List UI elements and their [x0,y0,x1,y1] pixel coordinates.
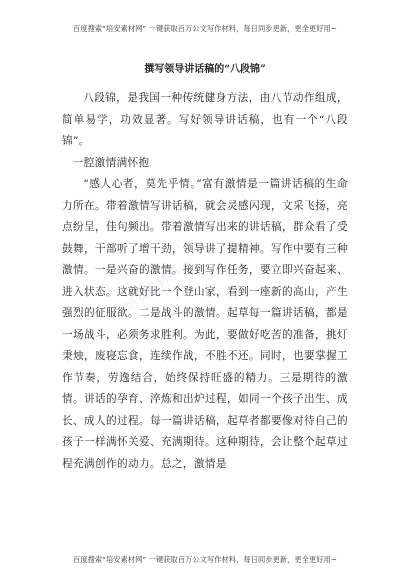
page-header: 百度搜索“培安素材网” 一键获取百万公文写作材料，每日同步更新，更全更好用~ [73,24,337,33]
body-paragraph: “感人心者，莫先乎情。”富有激情是一篇讲话稿的生命力所在。带着激情写讲话稿，就会灵感闪现，文采飞扬，亮点纷呈，佳句频出。带着激情写出来的讲话稿，群众看了受鼓舞，干部听了增干劲，领导讲了提精神。写作中要有三种激情。一是兴奋的激情。接到写作任务，要立即兴奋起来、进入状态。这就好比一个登山家，看到一座新的高山，产生强烈的征服欲。二是战斗的激情。起草每一篇讲话稿，都是一场战斗，必须务求胜利。为此，要做好吃苦的准备，挑灯秉烛，废寝忘食，连续作战，不胜不还。同时，也要掌握工作节奏，劳逸结合，始终保持旺盛的精力。三是期待的激情。讲话的孕育、淬炼和出炉过程，如同一个孩子出生、成长、成人的过程。每一篇讲话稿，起草者都要像对待自己的孩子一样满怀关爱、充满期待。这种期待，会让整个起草过程充满创作的动力。总之，激情是 [62,178,348,470]
section-heading: 一腔激情满怀抱 [72,156,150,169]
watermark: 培安素材网 [122,263,183,315]
intro-paragraph: 八段锦，是我国一种传统健身方法，由八节动作组成，简单易学，功效显著。写好领导讲话稿，也有一个“八段锦”。 [62,92,348,147]
document-title: 撰写领导讲话稿的“八段锦” [144,64,266,75]
page-footer: 百度搜索“培安素材网” 一键获取百万公文写作材料，每日同步更新，更全更好用~ [73,555,337,564]
document-body [62,88,348,475]
